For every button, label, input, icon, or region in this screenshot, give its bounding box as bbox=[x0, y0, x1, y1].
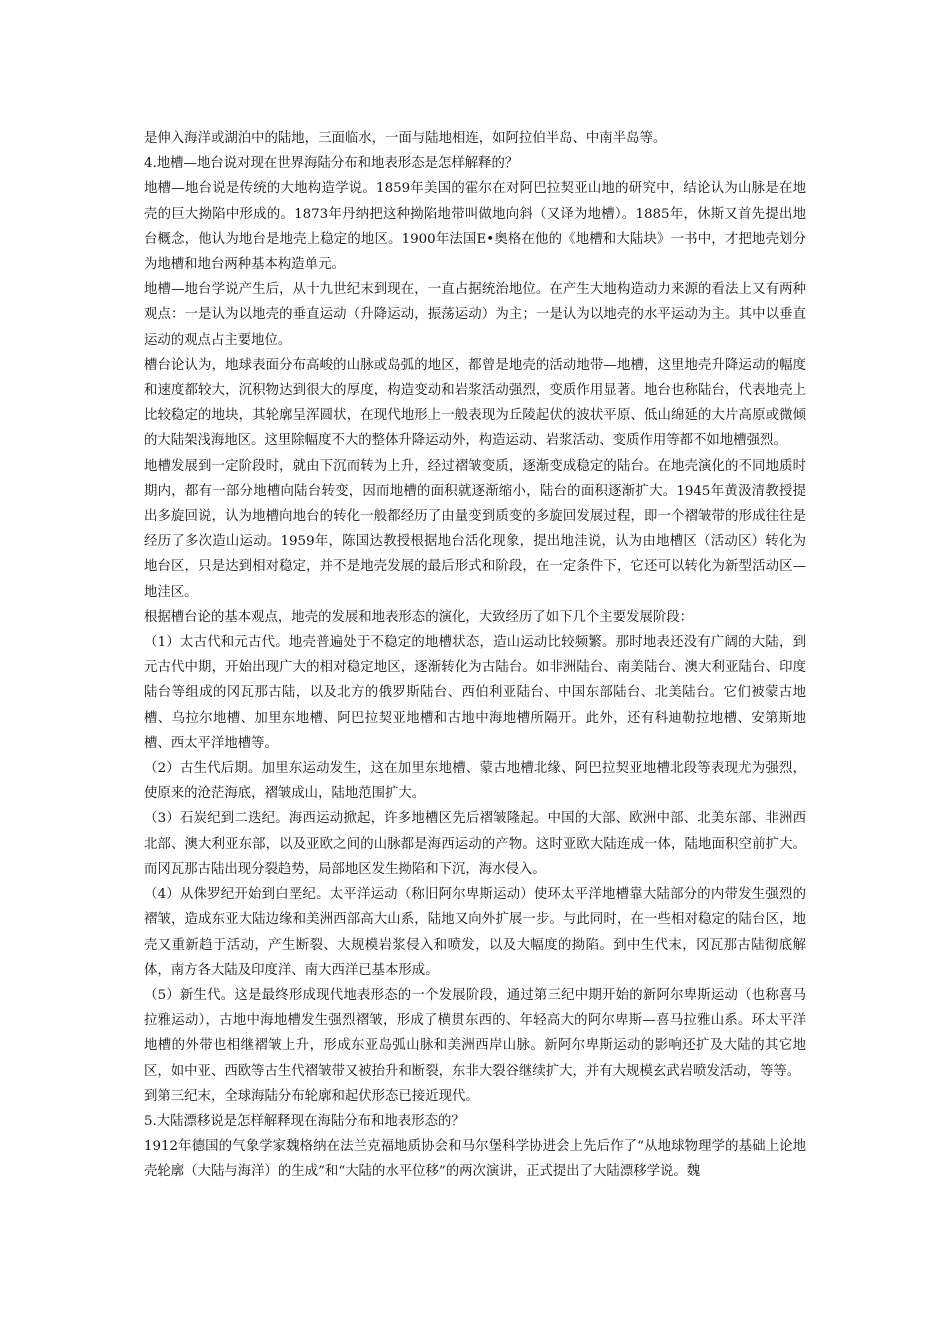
paragraph-peninsula-definition: 是伸入海洋或湖泊中的陆地，三面临水，一面与陆地相连，如阿拉伯半岛、中南半岛等。 bbox=[144, 131, 667, 146]
paragraph-geosyncline-platform-definition: 槽台论认为，地球表面分布高峻的山脉或岛弧的地区，都曾是地壳的活动地带—地槽，这里地壳升降运动的幅度和速度都较大，沉积物达到很大的厚度，构造变动和岩浆活动强烈，变质作用显著。地台也称陆台，代表地壳上比较稳定的地块，其轮廓呈浑圆状，在现代地形上一般表现为丘陵起伏的波状平原、低山绵延的大片高原或微倾的大陆架浅海地区。这里除幅度不大的整体升降运动外，构造运动、岩浆活动、变质作用等都不如地槽强烈。 bbox=[144, 357, 806, 449]
paragraph-geosyncline-dominance: 地槽—地台学说产生后，从十九世纪末到现在，一直占据统治地位。在产生大地构造动力来源的看法上又有两种观点：一是认为以地壳的垂直运动（升降运动，振荡运动）为主；一是认为以地壳的水平运动为主。其中以垂直运动的观点占主要地位。 bbox=[144, 282, 806, 348]
document-page bbox=[144, 126, 806, 1185]
paragraph-stage-4: （4）从侏罗纪开始到白垩纪。太平洋运动（称旧阿尔卑斯运动）使环太平洋地槽靠大陆部分的内带发生强烈的褶皱，造成东亚大陆边缘和美洲西部高大山系，陆地又向外扩展一步。与此同时，在一些相对稳定的陆台区，地壳又重新趋于活动，产生断裂、大规模岩浆侵入和喷发，以及大幅度的拗陷。到中生代末，冈瓦那古陆彻底解体，南方各大陆及印度洋、南大西洋已基本形成。 bbox=[144, 887, 806, 978]
paragraph-stages-intro: 根据槽台论的基本观点，地壳的发展和地表形态的演化，大致经历了如下几个主要发展阶段： bbox=[144, 609, 694, 625]
paragraph-stage-1: （1）太古代和元古代。地壳普遍处于不稳定的地槽状态，造山运动比较频繁。那时地表还没有广阔的大陆，到元古代中期，开始出现广大的相对稳定地区，逐渐转化为古陆台。如非洲陆台、南美陆台、澳大利亚陆台、印度陆台等组成的冈瓦那古陆，以及北方的俄罗斯陆台、西伯利亚陆台、中国东部陆台、北美陆台。它们被蒙古地槽、乌拉尔地槽、加里东地槽、阿巴拉契亚地槽和古地中海地槽所隔开。此外，还有科迪勒拉地槽、安第斯地槽、西太平洋地槽等。 bbox=[144, 635, 806, 751]
question-5-heading: 5.大陆漂移说是怎样解释现在海陆分布和地表形态的？ bbox=[144, 1113, 465, 1129]
paragraph-tertiary-summary: 到第三纪末，全球海陆分布轮廓和起伏形态已接近现代。 bbox=[144, 1088, 479, 1104]
paragraph-stage-2: （2）古生代后期。加里东运动发生，这在加里东地槽、蒙古地槽北缘、阿巴拉契亚地槽北段等表现尤为强烈，使原来的沧茫海底，褶皱成山，陆地范围扩大。 bbox=[144, 761, 806, 802]
question-4-heading: 4.地槽—地台说对现在世界海陆分布和地表形态是怎样解释的？ bbox=[144, 156, 519, 172]
paragraph-stage-5: （5）新生代。这是最终形成现代地表形态的一个发展阶段，通过第三纪中期开始的新阿尔卑斯运动（也称喜马拉雅运动），古地中海地槽发生强烈褶皱，形成了横贯东西的、年轻高大的阿尔卑斯—喜马拉雅山系。环太平洋地槽的外带也相继褶皱上升，形成东亚岛弧山脉和美洲西岸山脉。新阿尔卑斯运动的影响还扩及大陆的其它地区，如中亚、西欧等古生代褶皱带又被抬升和断裂，东非大裂谷继续扩大，并有大规模玄武岩喷发活动，等等。 bbox=[144, 987, 806, 1079]
paragraph-wegener-continental-drift: 1912年德国的气象学家魏格纳在法兰克福地质协会和马尔堡科学协进会上先后作了“从地球物理学的基础上论地壳轮廓（大陆与海洋）的生成”和“大陆的水平位移”的两次演讲，正式提出了大陆漂移学说。魏 bbox=[144, 1139, 806, 1180]
paragraph-geosyncline-theory-origin: 地槽—地台说是传统的大地构造学说。1859年美国的霍尔在对阿巴拉契亚山地的研究中，结论认为山脉是在地壳的巨大拗陷中形成的。1873年丹纳把这种拗陷地带叫做地向斜（又译为地槽）。1885年，休斯又首先提出地台概念，他认为地台是地壳上稳定的地区。1900年法国E•奥格在他的《地槽和大陆块》一书中，才把地壳划分为地槽和地台两种基本构造单元。 bbox=[144, 181, 806, 273]
paragraph-geosyncline-development: 地槽发展到一定阶段时，就由下沉而转为上升，经过褶皱变质，逐渐变成稳定的陆台。在地壳演化的不同地质时期内，都有一部分地槽向陆台转变，因而地槽的面积就逐渐缩小，陆台的面积逐渐扩大。1945年黄汲清教授提出多旋回说，认为地槽向地台的转化一般都经历了由量变到质变的多旋回发展过程，即一个褶皱带的形成往往是经历了多次造山运动。1959年，陈国达教授根据地台活化现象，提出地洼说，认为由地槽区（活动区）转化为地台区，只是达到相对稳定，并不是地壳发展的最后形式和阶段，在一定条件下，它还可以转化为新型活动区—地洼区。 bbox=[144, 458, 806, 600]
paragraph-stage-3: （3）石炭纪到二迭纪。海西运动掀起，许多地槽区先后褶皱隆起。中国的大部、欧洲中部、北美东部、非洲西北部、澳大利亚东部，以及亚欧之间的山脉都是海西运动的产物。这时亚欧大陆连成一体，陆地面积空前扩大。而冈瓦那古陆出现分裂趋势，局部地区发生拗陷和下沉，海水侵入。 bbox=[144, 811, 806, 877]
